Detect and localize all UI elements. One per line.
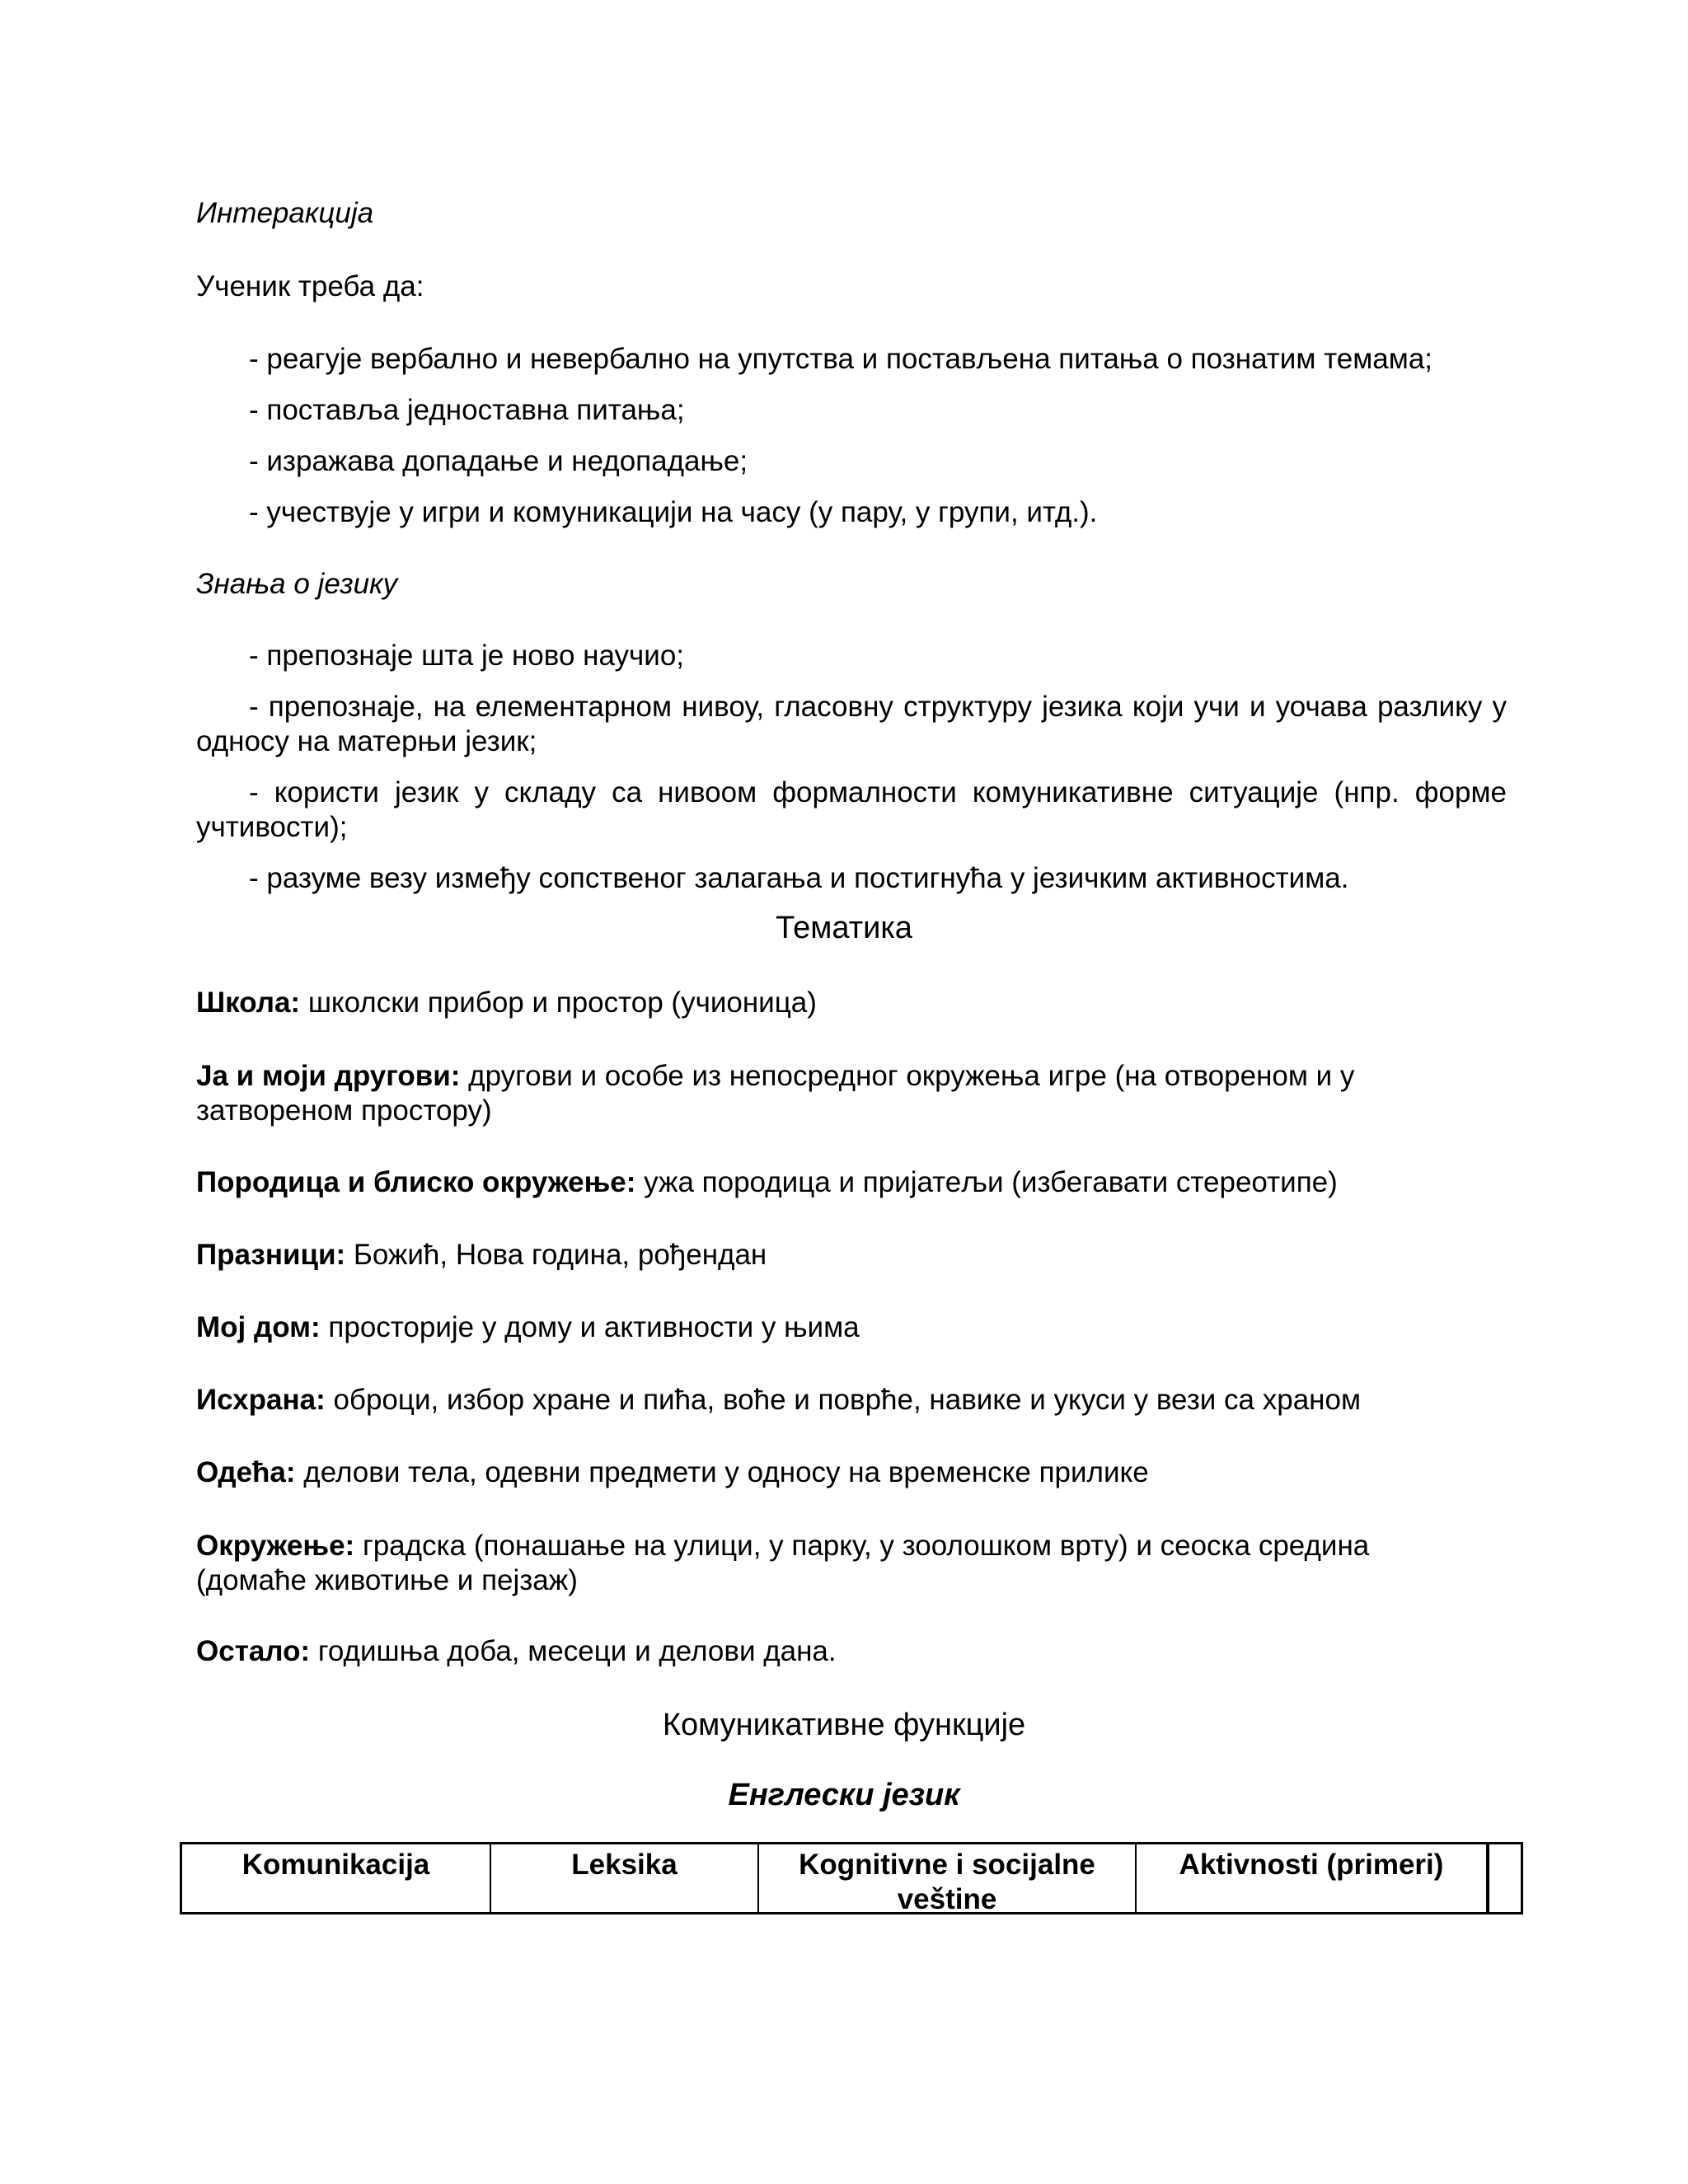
interaction-item: - учествује у игри и комуникацији на часу (у пару, у групи, итд.). [249,496,1098,528]
topic-text: градска (понашање на улици, у парку, у зоолошком врту) и сеоска средина (домаће животиње и пејзаж) [196,1530,1370,1596]
topic-text: просторије у дому и активности у њима [320,1311,860,1343]
topic-label: Празници: [196,1239,346,1271]
topic-text: ужа породица и пријатељи (избегавати стереотипе) [635,1166,1338,1198]
topic-text: оброци, избор хране и пића, воће и поврће, навике и укуси у вези са храном [325,1384,1362,1416]
table-header-cell: Aktivnosti (primeri) [1137,1844,1488,1912]
topic-text: Божић, Нова година, рођендан [345,1239,767,1271]
interaction-heading: Интеракција [196,197,374,229]
topic-label: Исхрана: [196,1384,326,1416]
language-knowledge-heading: Знања о језику [196,568,398,600]
language-knowledge-item: - користи језик у складу са нивоом формалности комуникативне ситуације (нпр. форме учтивости); [196,776,1507,843]
table-header-cell [1488,1844,1521,1912]
topic-environment [196,1529,1432,1598]
topic-school [196,986,1507,1020]
interaction-item: - реагује вербално и невербално на упутства и постављена питања о познатим темама; [249,343,1433,375]
table-header-cell: Kognitivne i socijalne veštine [759,1844,1137,1912]
topic-holidays [196,1238,1507,1272]
topic-label: Ја и моји другови: [196,1060,461,1092]
topic-friends [196,1059,1507,1128]
topic-text: другови и особе из непосредног окружења игре (на отвореном и у затвореном простору) [196,1060,1355,1127]
table-header-cell: Leksika [491,1844,759,1912]
topic-text: годишња доба, месеци и делови дана. [310,1635,837,1667]
topic-label: Окружење: [196,1530,355,1562]
thematics-heading: Тематика [776,911,912,945]
topic-label: Одећа: [196,1456,296,1488]
topic-label: Породица и блиско окружење: [196,1166,636,1198]
communicative-functions-heading: Комуникативне функције [662,1708,1026,1742]
topic-text: делови тела, одевни предмети у односу на временске прилике [295,1456,1149,1488]
topic-other [196,1634,1507,1669]
english-language-heading: Енглески језик [728,1778,960,1812]
topic-label: Школа: [196,987,301,1019]
communication-table-header [180,1842,1523,1915]
topic-clothing [196,1455,1507,1490]
topic-label: Остало: [196,1635,311,1667]
interaction-item: - поставља једноставна питања; [249,394,685,426]
interaction-item: - изражава допадање и недопадање; [249,445,748,477]
topic-text: школски прибор и простор (учионица) [300,987,817,1019]
interaction-intro: Ученик треба да: [196,270,424,302]
topic-home [196,1310,1507,1345]
language-knowledge-item: - разуме везу између сопственог залагања и постигнућа у језичким активностима. [249,862,1349,894]
topic-family [196,1165,1507,1200]
topic-nutrition [196,1383,1507,1418]
language-knowledge-item: - препознаје, на елементарном нивоу, гласовну структуру језика који учи и уочава разлику у односу на матерњи језик; [196,691,1507,757]
topic-label: Мој дом: [196,1311,321,1343]
language-knowledge-item: - препознаје шта је ново научио; [249,640,685,672]
table-header-cell: Komunikacija [182,1844,491,1912]
